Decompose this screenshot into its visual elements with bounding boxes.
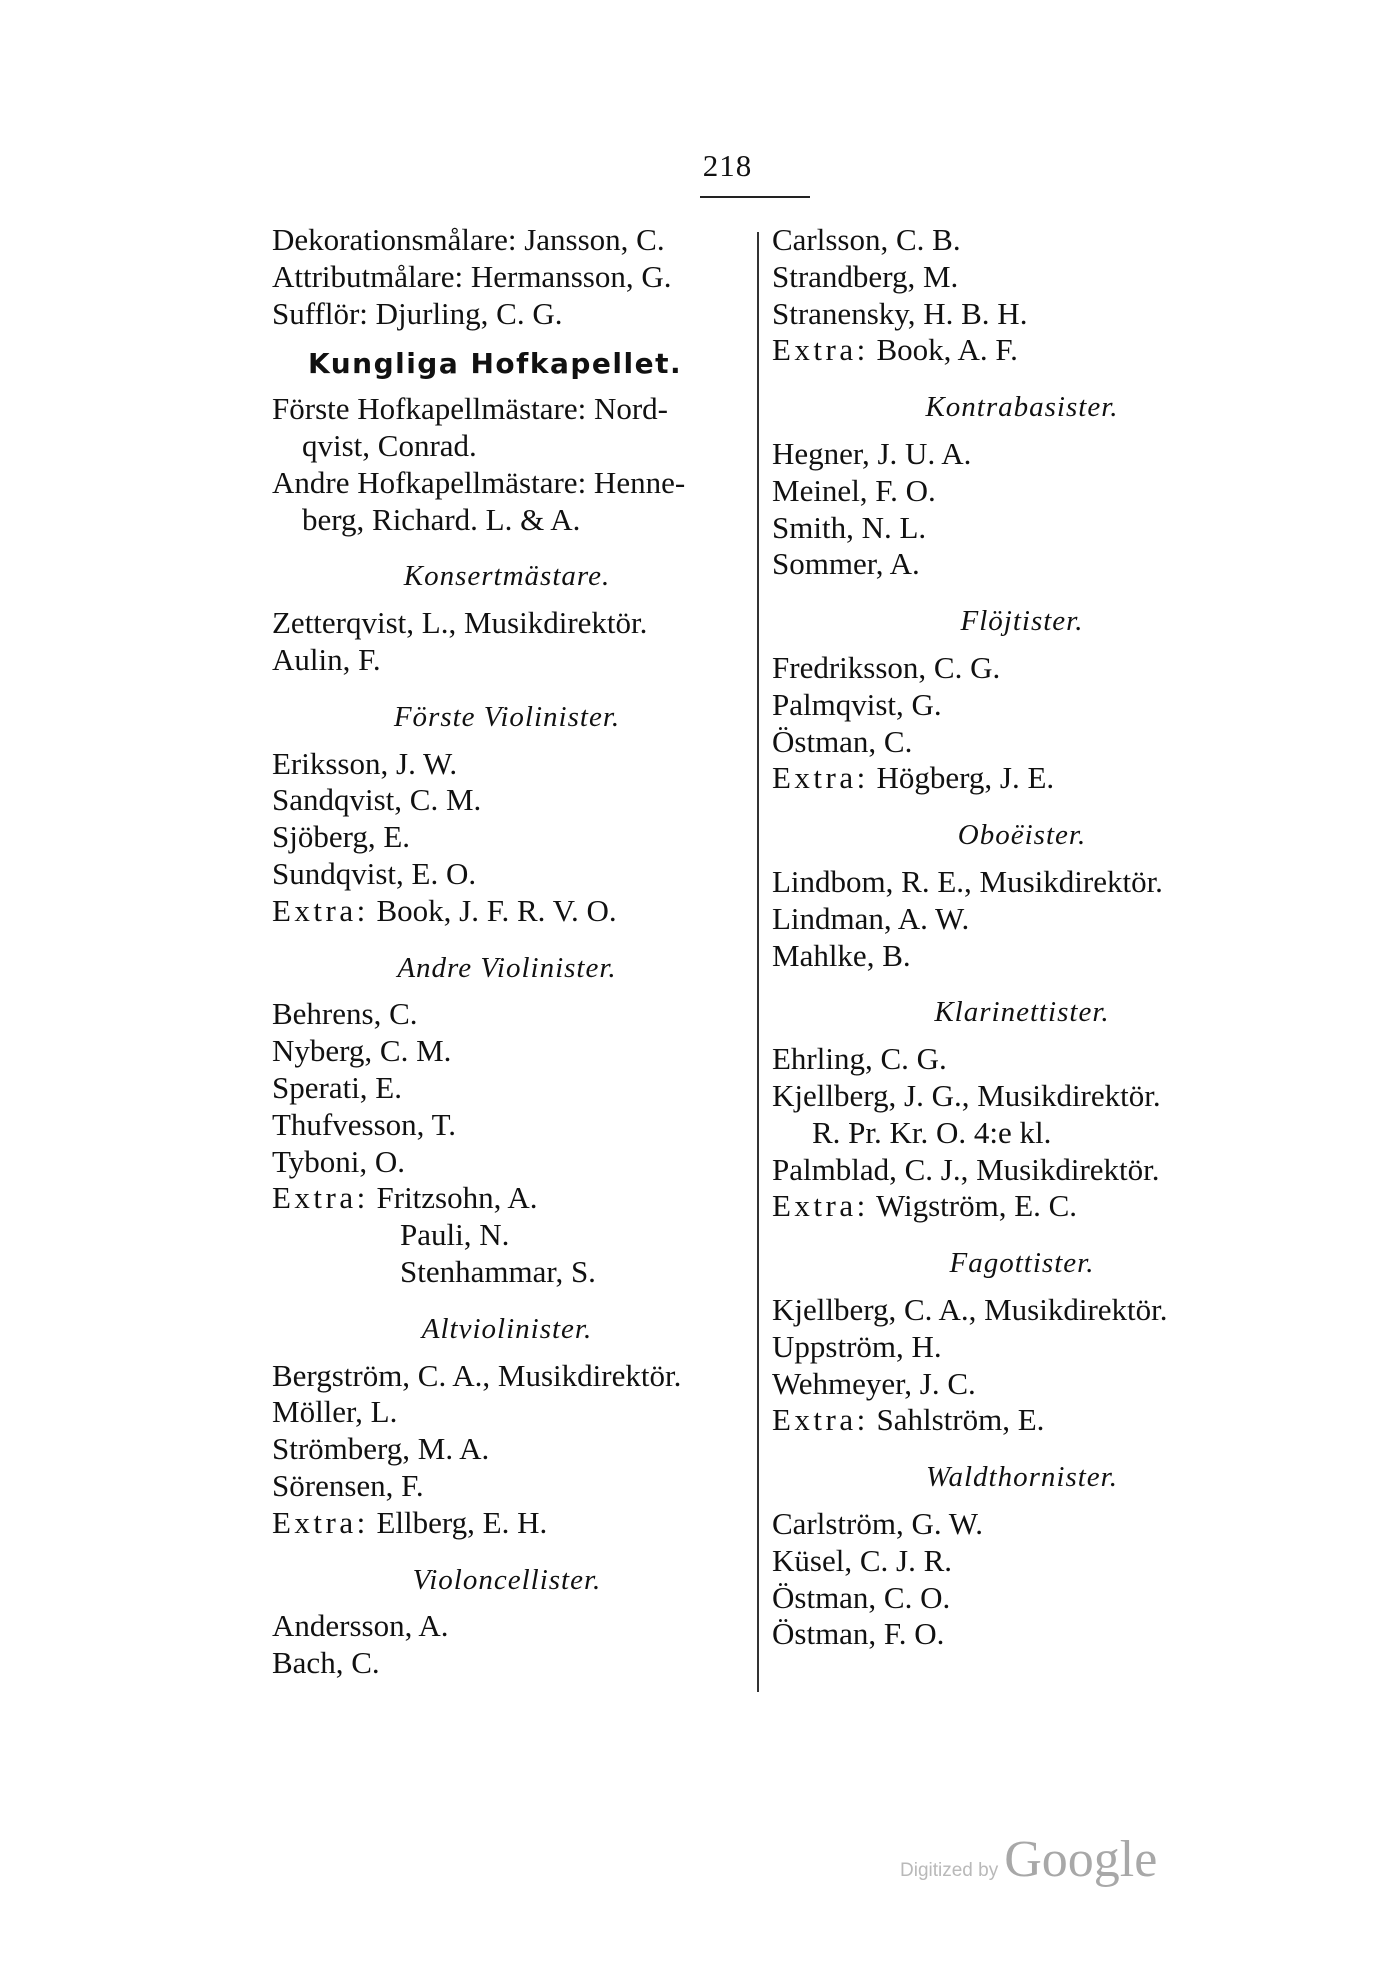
list-entry: Östman, C. O.: [772, 1579, 951, 1615]
list-entry: Meinel, F. O.: [772, 472, 936, 508]
extra-label: Extra:: [772, 760, 869, 796]
list-entry: Lindman, A. W.: [772, 900, 970, 936]
extra-name: Ellberg, E. H.: [376, 1504, 548, 1540]
page-number-rule: [700, 196, 810, 198]
list-entry: Wehmeyer, J. C.: [772, 1365, 976, 1401]
list-entry: Stenhammar, S.: [400, 1253, 596, 1289]
instrument-section-heading: Klarinettister.: [934, 996, 1110, 1029]
extra-label: Extra:: [272, 1180, 369, 1216]
instrument-section-heading: Waldthornister.: [926, 1461, 1118, 1494]
extra-name: Wigström, E. C.: [875, 1188, 1078, 1224]
list-entry: qvist, Conrad.: [302, 427, 477, 463]
list-entry: Sjöberg, E.: [272, 819, 411, 855]
column-divider: [757, 232, 759, 1692]
list-entry: Eriksson, J. W.: [272, 745, 458, 781]
instrument-section-heading: Flöjtister.: [960, 605, 1084, 638]
instrument-section-heading: Oboëister.: [957, 819, 1087, 852]
instrument-section-heading: Altviolinister.: [421, 1312, 593, 1345]
list-entry: Stranensky, H. B. H.: [772, 295, 1028, 331]
list-entry: Sundqvist, E. O.: [272, 855, 477, 891]
list-entry: Sörensen, F.: [272, 1467, 424, 1503]
extra-name: Sahlström, E.: [876, 1402, 1045, 1438]
list-entry: Mahlke, B.: [772, 937, 911, 973]
right-column: [772, 222, 1272, 1653]
list-entry: Smith, N. L.: [772, 509, 927, 545]
list-entry: Möller, L.: [272, 1394, 398, 1430]
list-entry: Förste Hofkapellmästare: Nord-: [272, 391, 668, 427]
list-entry: Hegner, J. U. A.: [772, 435, 972, 471]
extra-label: Extra:: [272, 892, 369, 928]
list-entry: Sandqvist, C. M.: [272, 782, 482, 818]
list-entry: Pauli, N.: [400, 1217, 510, 1253]
instrument-section-heading: Fagottister.: [949, 1247, 1095, 1280]
instrument-section-heading: Konsertmästare.: [403, 560, 611, 593]
extra-label: Extra:: [772, 1188, 869, 1224]
list-entry: Uppström, H.: [772, 1328, 942, 1364]
list-entry: Kjellberg, J. G., Musikdirektör.: [772, 1077, 1161, 1113]
extra-entry: [772, 1402, 1272, 1439]
list-entry: Aulin, F.: [272, 641, 381, 677]
extra-name: Book, A. F.: [876, 332, 1018, 368]
google-logo: Google: [1004, 1831, 1158, 1888]
extra-name: Fritzsohn, A.: [376, 1180, 538, 1216]
extra-entry: [772, 760, 1272, 797]
extra-entry: [772, 1188, 1272, 1225]
left-column: [272, 222, 742, 1682]
list-entry: Sommer, A.: [772, 546, 920, 582]
list-entry: Sufflör: Djurling, C. G.: [272, 295, 563, 331]
instrument-section-heading: Andre Violinister.: [397, 951, 617, 984]
list-entry: Kjellberg, C. A., Musikdirektör.: [772, 1291, 1168, 1327]
watermark-prefix: Digitized by: [900, 1860, 999, 1881]
list-entry: Ehrling, C. G.: [772, 1041, 947, 1077]
list-entry: Andersson, A.: [272, 1608, 449, 1644]
list-entry: Attributmålare: Hermansson, G.: [272, 258, 672, 294]
list-entry: Carlström, G. W.: [772, 1505, 983, 1541]
list-entry: berg, Richard. L. & A.: [302, 501, 581, 537]
list-entry: Thufvesson, T.: [272, 1106, 456, 1142]
list-entry: Bergström, C. A., Musikdirektör.: [272, 1357, 682, 1393]
list-entry: Tyboni, O.: [272, 1143, 406, 1179]
extra-name: Book, J. F. R. V. O.: [376, 892, 617, 928]
list-entry: Dekorationsmålare: Jansson, C.: [272, 222, 665, 257]
list-entry: Fredriksson, C. G.: [772, 649, 1001, 685]
extra-label: Extra:: [272, 1504, 369, 1540]
list-entry: Strandberg, M.: [772, 258, 959, 294]
extra-entry: [272, 1180, 742, 1217]
extra-name: Högberg, J. E.: [876, 760, 1055, 796]
list-entry: Strömberg, M. A.: [272, 1431, 490, 1467]
list-entry: Östman, C.: [772, 723, 913, 759]
digitized-watermark: [900, 1830, 1157, 1889]
extra-entry: [272, 1505, 742, 1542]
extra-label: Extra:: [772, 1402, 869, 1438]
list-entry: Zetterqvist, L., Musikdirektör.: [272, 605, 648, 641]
list-entry: Palmblad, C. J., Musikdirektör.: [772, 1151, 1160, 1187]
list-entry: Nyberg, C. M.: [272, 1033, 452, 1069]
extra-label: Extra:: [772, 332, 869, 368]
extra-entry: [772, 332, 1272, 369]
page-number: 218: [702, 148, 753, 183]
extra-entry: [272, 893, 742, 930]
list-entry: R. Pr. Kr. O. 4:e kl.: [812, 1114, 1052, 1150]
instrument-section-heading: Kontrabasister.: [925, 391, 1119, 424]
list-entry: Östman, F. O.: [772, 1616, 945, 1652]
list-entry: Andre Hofkapellmästare: Henne-: [272, 464, 686, 500]
list-entry: Sperati, E.: [272, 1069, 402, 1105]
list-entry: Behrens, C.: [272, 996, 418, 1032]
list-entry: Carlsson, C. B.: [772, 222, 961, 257]
list-entry: Küsel, C. J. R.: [772, 1542, 952, 1578]
instrument-section-heading: Violoncellister.: [412, 1563, 602, 1596]
list-entry: Bach, C.: [272, 1645, 380, 1681]
list-entry: Palmqvist, G.: [772, 686, 942, 722]
section-heading: Kungliga Hofkapellet.: [308, 347, 683, 381]
instrument-section-heading: Förste Violinister.: [393, 700, 621, 733]
list-entry: Lindbom, R. E., Musikdirektör.: [772, 863, 1163, 899]
